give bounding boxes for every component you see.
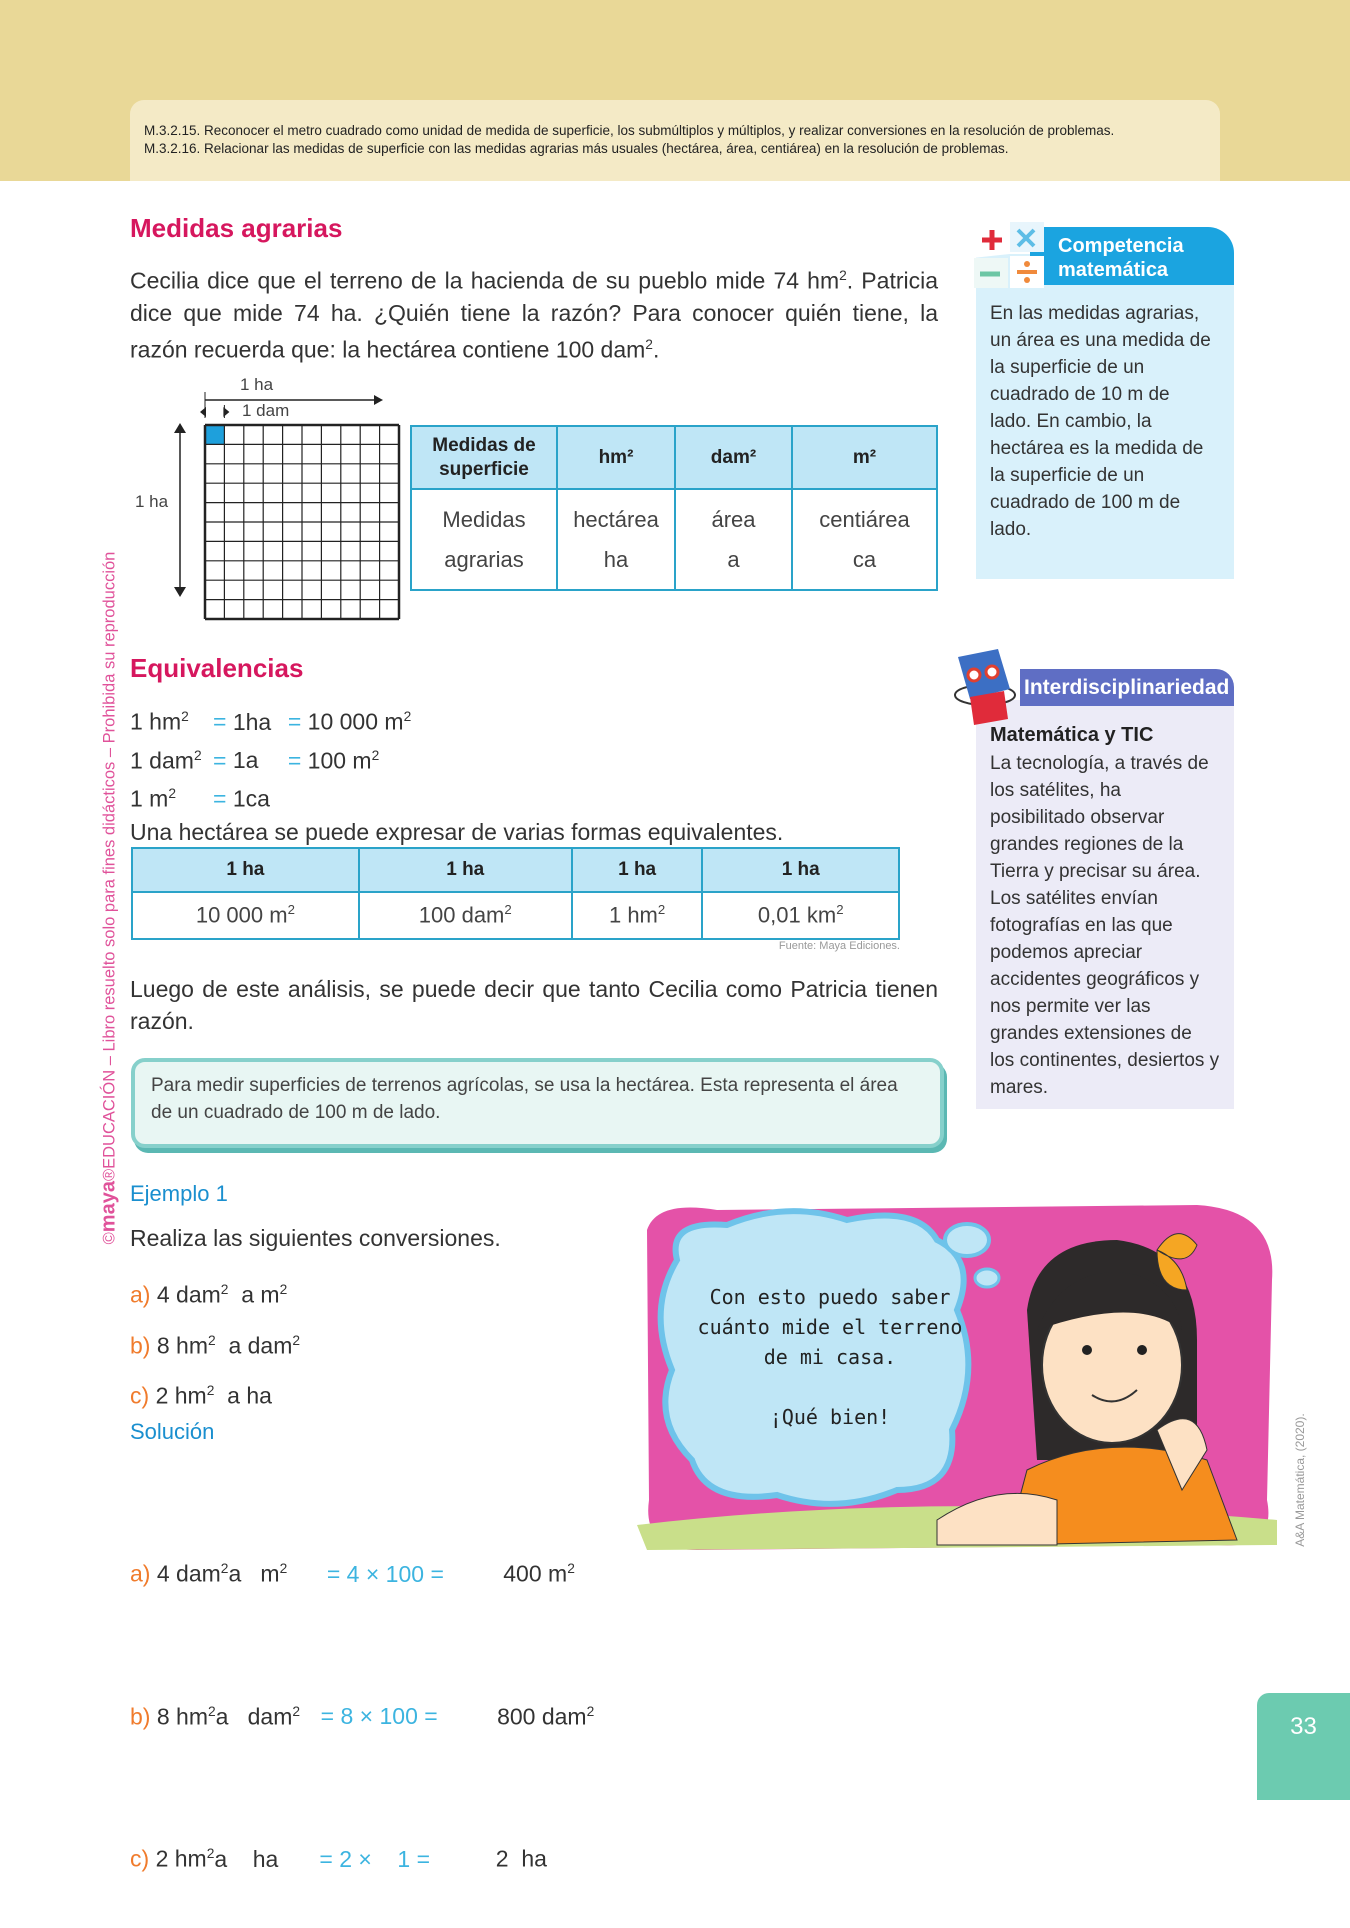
bubble-line: de mi casa. — [763, 1345, 897, 1369]
agrarian-units-table — [410, 425, 938, 591]
cell: 100 dam$^2$ — [359, 892, 572, 939]
cell: 0,01 $km^2$ — [702, 892, 899, 939]
equivalence-text: Una hectárea se puede expresar de varias formas equivalentes. — [130, 818, 784, 845]
cell — [411, 489, 557, 590]
cell: 10 000 $m^2$ — [132, 892, 359, 939]
th-ha: 1 ha — [359, 848, 572, 892]
solution-line: c) 2 $hm^2a$ ha = 2 × 1 = 2 ha — [130, 1845, 547, 1872]
th-ha: 1 ha — [132, 848, 359, 892]
th-medidas: Medidas de superficie — [411, 426, 557, 489]
cell-text: ha — [603, 546, 629, 572]
skill-1: M.3.2.15. Reconocer el metro cuadrado como unidad de medida de superficie, los submúltiplos y múltiplos, y realizar conversiones en la resolución de problemas. — [144, 123, 1115, 138]
example-item: c) 2 $hm^2$ a ha — [130, 1382, 272, 1409]
cell-text: área — [711, 506, 756, 532]
section-title-equivalencias: Equivalencias — [130, 653, 304, 683]
competencia-title: matemática — [1058, 259, 1169, 281]
example-prompt: Realiza las siguientes conversiones. — [130, 1225, 501, 1251]
cell — [792, 489, 937, 590]
bubble-line: ¡Qué bien! — [769, 1405, 891, 1429]
skills-box — [130, 100, 1220, 181]
cell — [557, 489, 675, 590]
note-box — [131, 1058, 944, 1148]
solution-title: Solución — [130, 1419, 215, 1444]
grid-top-label: 1 ha — [240, 375, 274, 394]
example-title: Ejemplo 1 — [130, 1181, 228, 1206]
bubble-line: cuánto mide el terreno — [697, 1315, 963, 1339]
solution-unit: a $m^2$ — [228, 1560, 288, 1587]
table-source: Fuente: Maya Ediciones. — [778, 940, 900, 952]
conclusion-paragraph: Luego de este análisis, se puede decir que tanto Cecilia como Patricia tienen razón. — [130, 976, 938, 1034]
cell — [675, 489, 792, 590]
maya-logo: maya — [97, 1181, 120, 1233]
competencia-body: En las medidas agrarias, un área es una medida de la superficie de un cuadrado de 10 m de lado. En cambio, la hectárea es la medida de la superficie de un cuadrado de 100 m de lado. — [990, 303, 1211, 540]
example-item: b) 8 $hm^2$ a dam$^2$ — [130, 1332, 301, 1359]
th-dam2: dam² — [675, 426, 792, 489]
grid-dam-label: 1 dam — [242, 401, 290, 420]
reading-book-mascot-icon — [950, 645, 1030, 727]
solution-line: a) 4 dam$^2$a $m^2 = 4 \times 100 = 400$ $m^2$ — [130, 1546, 594, 1597]
bubble-line: Con esto puedo saber — [709, 1285, 951, 1309]
image-credit: A&A Matemática, (2020). — [1293, 1413, 1307, 1547]
equivalence-line: 1 $m^2 = 1ca$ — [130, 785, 270, 812]
th-ha: 1 ha — [572, 848, 703, 892]
cell-text: centiárea — [819, 506, 910, 532]
cell-text: ca — [852, 546, 877, 572]
note-text: Para medir superficies de terrenos agrícolas, se usa la hectárea. Esta representa el área de un cuadrado de 100 m de lado. — [151, 1075, 898, 1123]
section-title-medidas: Medidas agrarias — [130, 213, 343, 243]
example-item: a) 4 dam$^2$ a $m^2$ — [130, 1281, 288, 1308]
solution-line: b) 8 $hm^2a$ dam$^2$ = 8 × 100 = 800 dam$^2$ — [130, 1689, 594, 1740]
th-ha: 1 ha — [702, 848, 899, 892]
th-m2: m² — [792, 426, 937, 489]
page-number: 33 — [1257, 1693, 1350, 1800]
interdisciplinariedad-body: La tecnología, a través de los satélites, ha posibilitado observar grandes regiones de la Tierra y precisar su área. Los satélites envían fotografías en las que podemos apreciar accidentes geográficos y nos permite ver las grandes extensiones de los continentes, desiertos y mares. — [990, 753, 1220, 1098]
hectare-equivalents-table — [131, 847, 900, 940]
competencia-header — [1030, 227, 1234, 285]
cell-text: agrarias — [444, 546, 524, 572]
side-copyright: ©maya®EDUCACIÓN – Libro resuelto solo para fines didácticos – Prohibida su reproducción — [97, 551, 120, 1245]
speech-bubble-text — [680, 1282, 980, 1432]
grid-left-label: 1 ha — [135, 492, 169, 511]
skill-2: M.3.2.16. Relacionar las medidas de superficie con las medidas agrarias más usuales (hectárea, área, centiárea) en la resolución de problemas. — [144, 141, 1009, 156]
th-hm2: hm² — [557, 426, 675, 489]
cell: 1 $hm^2$ — [572, 892, 703, 939]
cell-text: hectárea — [573, 506, 659, 532]
cell-text: Medidas — [442, 506, 526, 532]
equivalence-line: 1 $hm^2 = 1ha = 10$ 000 $m^2$ — [130, 708, 412, 735]
equivalence-line: 1 dam$^2$ = 1a = 100 $m^2$ — [130, 747, 380, 774]
math-operations-icon — [970, 220, 1050, 292]
cell-text: a — [727, 546, 740, 572]
competencia-title: Competencia — [1058, 235, 1184, 257]
interdisciplinariedad-header: Interdisciplinariedad — [1020, 669, 1234, 706]
solutions — [130, 1454, 594, 1928]
solution-unit: a dam$^2$ — [215, 1703, 301, 1730]
example-items — [130, 1267, 300, 1419]
equivalences — [130, 700, 783, 849]
interdisciplinariedad-subtitle: Matemática y TIC — [990, 724, 1154, 746]
intro-paragraph: Cecilia dice que el terreno de la hacienda de su pueblo mide 74 $hm^2$. Patricia dice que mide 74 ha. ¿Quién tiene la razón? Para conocer quién tiene, la razón recuerda que: la hectárea contiene 100 dam$^2$. — [130, 267, 939, 363]
